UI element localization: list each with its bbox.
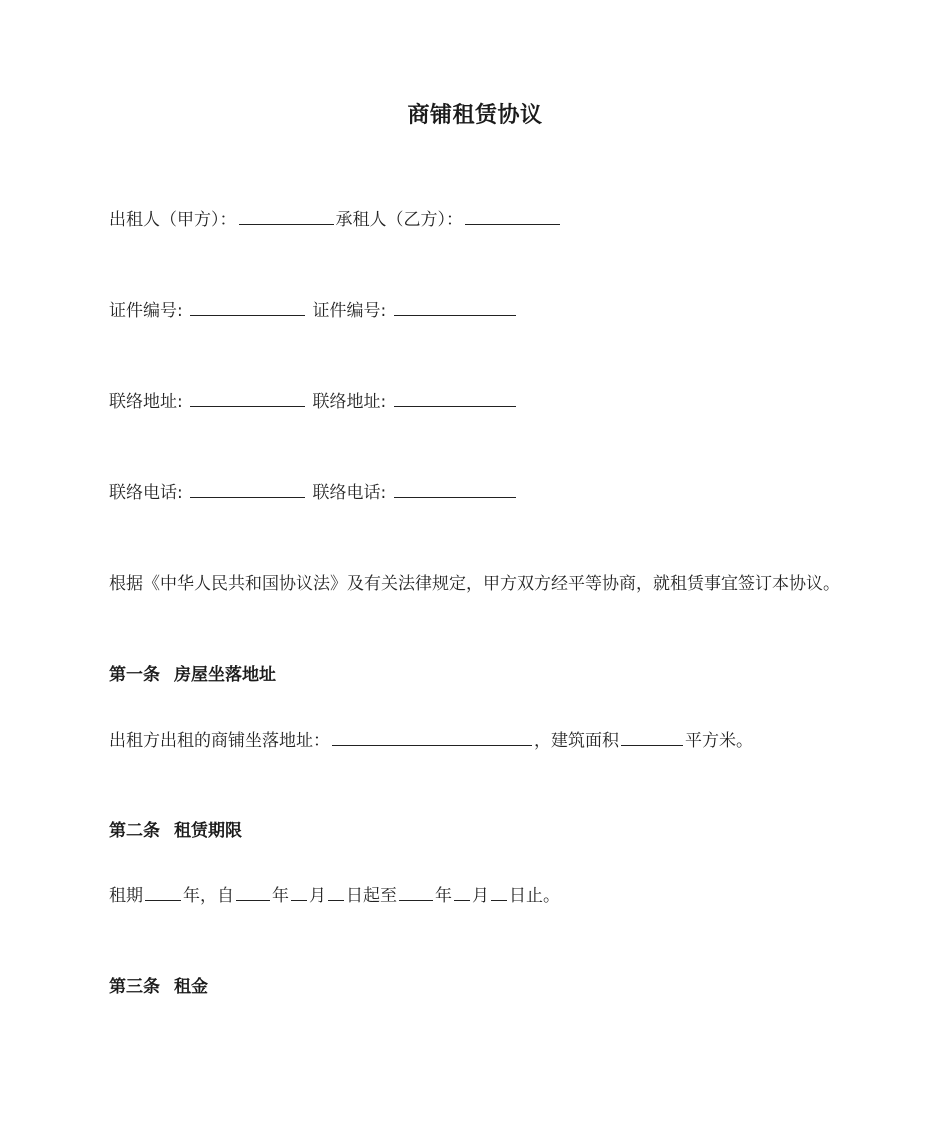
article-1-text-b: ，建筑面积 <box>534 731 619 751</box>
article-3-title: 租金 <box>174 977 208 997</box>
term-label: 租期 <box>109 886 143 906</box>
start-day-unit: 日起至 <box>346 886 397 906</box>
end-month-blank <box>454 884 470 901</box>
id-blank-b <box>394 299 516 316</box>
id-label-b: 证件编号: <box>312 301 387 321</box>
lessor-label: 出租人（甲方）： <box>109 210 237 230</box>
address-blank-b <box>394 390 516 407</box>
end-year-unit: 年 <box>435 886 452 906</box>
article-2-title: 租赁期限 <box>174 821 242 841</box>
phone-blank-b <box>394 481 516 498</box>
start-year-unit: 年 <box>272 886 289 906</box>
address-label-b: 联络地址: <box>312 392 387 412</box>
document-title: 商铺租赁协议 <box>407 103 543 128</box>
lessee-label: 承租人（乙方）： <box>335 210 463 230</box>
address-row <box>109 390 518 414</box>
start-month-blank <box>291 884 307 901</box>
article-1-text-c: 平方米。 <box>685 731 753 751</box>
end-day-unit: 日止。 <box>509 886 560 906</box>
article-2-heading <box>109 819 242 843</box>
phone-row <box>109 481 518 505</box>
lessor-blank <box>239 208 334 225</box>
start-day-blank <box>328 884 344 901</box>
parties-row <box>109 208 562 232</box>
end-month-unit: 月 <box>472 886 489 906</box>
area-fill-blank <box>621 729 683 746</box>
id-blank-a <box>190 299 305 316</box>
article-1-title: 房屋坐落地址 <box>174 665 276 685</box>
id-label-a: 证件编号: <box>109 301 183 321</box>
article-1-heading <box>109 663 276 687</box>
term-years-blank <box>145 884 181 901</box>
start-year-blank <box>236 884 270 901</box>
phone-blank-a <box>190 481 305 498</box>
id-row <box>109 299 518 323</box>
article-1-number: 第一条 <box>109 665 160 685</box>
lessee-blank <box>465 208 560 225</box>
start-month-unit: 月 <box>309 886 326 906</box>
address-label-a: 联络地址: <box>109 392 183 412</box>
phone-label-a: 联络电话: <box>109 483 183 503</box>
article-1-text-a: 出租方出租的商铺坐落地址： <box>109 731 330 751</box>
term-from: 年，自 <box>183 886 234 906</box>
end-year-blank <box>399 884 433 901</box>
address-blank-a <box>190 390 305 407</box>
end-day-blank <box>491 884 507 901</box>
article-2-text <box>109 884 560 908</box>
article-1-text <box>109 729 753 753</box>
preamble-paragraph: 根据《中华人民共和国协议法》及有关法律规定，甲方双方经平等协商，就租赁事宜签订本协议。 <box>109 574 840 594</box>
article-3-number: 第三条 <box>109 977 160 997</box>
address-fill-blank <box>332 729 532 746</box>
article-3-heading <box>109 975 208 999</box>
article-2-number: 第二条 <box>109 821 160 841</box>
phone-label-b: 联络电话: <box>312 483 387 503</box>
